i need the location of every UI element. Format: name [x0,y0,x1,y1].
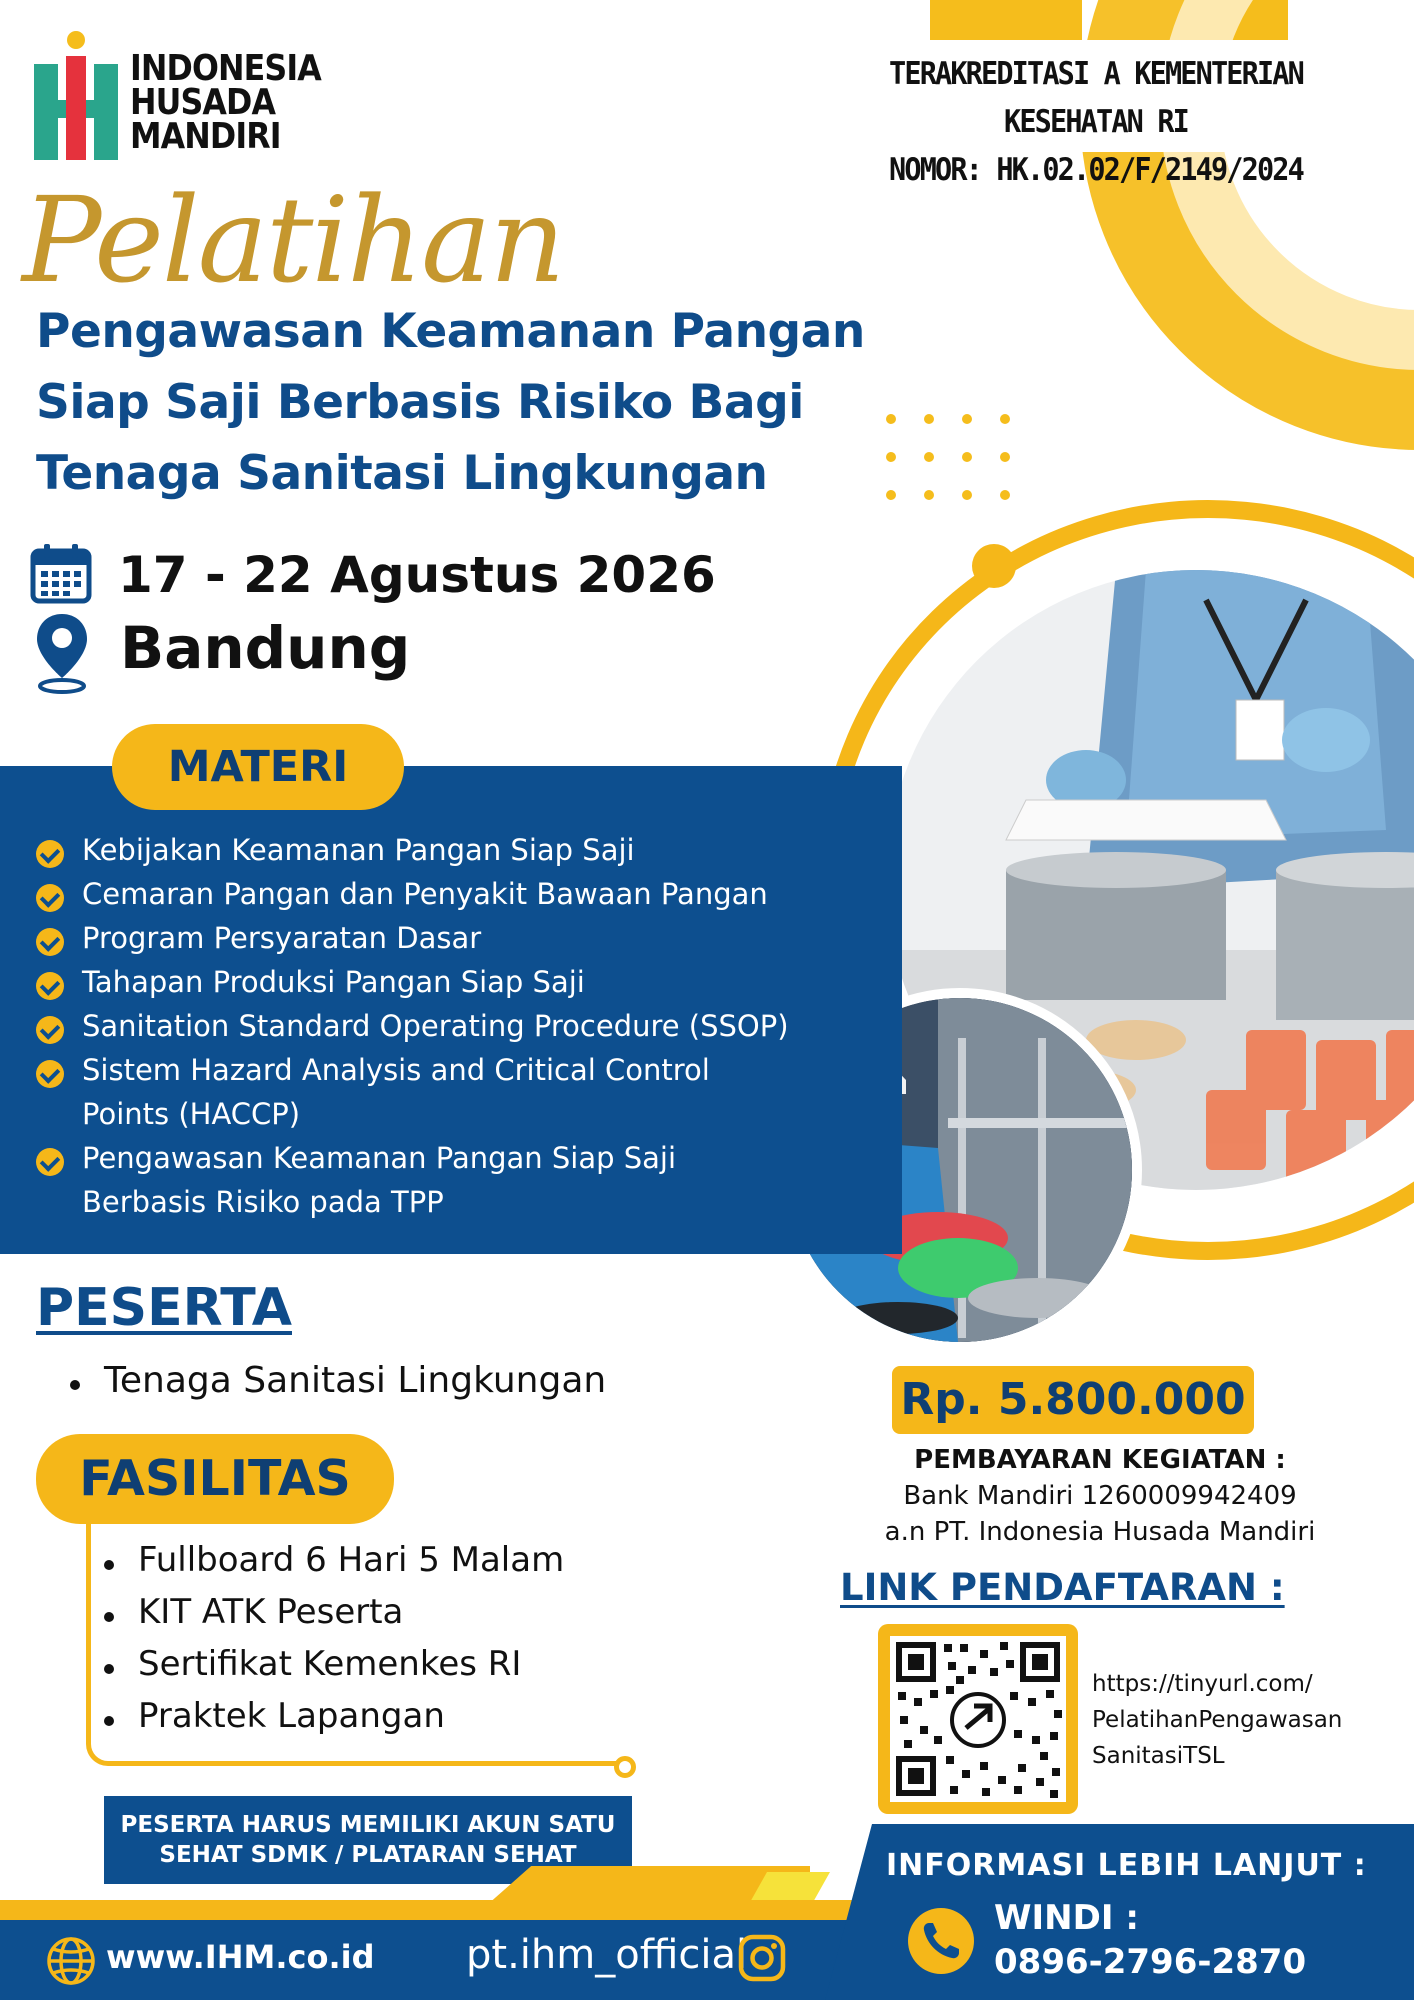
calendar-icon [30,542,92,604]
fasilitas-item: Sertifikat Kemenkes RI [138,1644,522,1684]
fasilitas-heading: FASILITAS [36,1434,394,1524]
check-circle-icon [36,928,64,956]
phone-icon[interactable] [908,1908,974,1974]
accreditation-text: TERAKREDITASI A KEMENTERIAN KESEHATAN RI NOMOR: HK.02.02/F/2149/2024 [889,56,1303,188]
contact-info: WINDI : 0896-2796-2870 [994,1898,1307,1982]
list-item: Kebijakan Keamanan Pangan Siap Saji [36,828,736,872]
registration-url[interactable]: https://tinyurl.com/ PelatihanPengawasan SanitasiTSL [1092,1671,1343,1769]
materi-list [36,828,836,1224]
event-date: 17 - 22 Agustus 2026 [118,546,716,604]
peserta-item: Tenaga Sanitasi Lingkungan [104,1360,607,1401]
instagram-icon[interactable] [738,1934,786,1982]
qr-code[interactable] [878,1624,1078,1814]
fasilitas-item: Praktek Lapangan [138,1696,445,1736]
title-script: Pelatihan [22,171,564,309]
list-item: Sistem Hazard Analysis and Critical Control Points (HACCP) [36,1048,766,1136]
check-circle-icon [36,1148,64,1176]
peserta-heading: PESERTA [36,1278,292,1338]
price-badge: Rp. 5.800.000 [892,1366,1254,1434]
check-circle-icon [36,840,64,868]
list-item: Pengawasan Keamanan Pangan Siap Saji Berbasis Risiko pada TPP [36,1136,716,1224]
fasilitas-line-end [614,1756,636,1778]
footer-stripe [0,1900,860,1920]
page-title: Pengawasan Keamanan Pangan Siap Saji Berbasis Risiko Bagi Tenaga Sanitasi Lingkungan [36,304,865,501]
event-location: Bandung [120,614,411,682]
info-heading: INFORMASI LEBIH LANJUT : [886,1848,1367,1883]
logo-text: INDONESIA HUSADA MANDIRI [130,48,321,157]
registration-heading: LINK PENDAFTARAN : [840,1566,1285,1609]
requirement-note: PESERTA HARUS MEMILIKI AKUN SATU SEHAT SDMK / PLATARAN SEHAT [104,1796,632,1884]
check-circle-icon [36,884,64,912]
fasilitas-item: KIT ATK Peserta [138,1592,404,1632]
payment-info: PEMBAYARAN KEGIATAN : Bank Mandiri 1260009942409 a.n PT. Indonesia Husada Mandiri [884,1445,1316,1547]
list-item: Sanitation Standard Operating Procedure (SSOP) [36,1004,816,1048]
list-item: Tahapan Produksi Pangan Siap Saji [36,960,736,1004]
check-circle-icon [36,1016,64,1044]
instagram-handle[interactable]: pt.ihm_official [466,1932,748,1978]
deco-ring-dot [972,544,1016,588]
materi-heading: MATERI [112,724,404,810]
location-pin-icon [34,612,90,694]
check-circle-icon [36,1060,64,1088]
list-item: Program Persyaratan Dasar [36,916,736,960]
fasilitas-item: Fullboard 6 Hari 5 Malam [138,1540,565,1580]
website-link[interactable]: www.IHM.co.id [106,1938,375,1976]
contact-phone[interactable]: 0896-2796-2870 [994,1942,1307,1982]
check-circle-icon [36,972,64,1000]
ihm-logo-icon [34,30,118,162]
list-item: Cemaran Pangan dan Penyakit Bawaan Pangan [36,872,796,916]
globe-icon [46,1936,96,1986]
